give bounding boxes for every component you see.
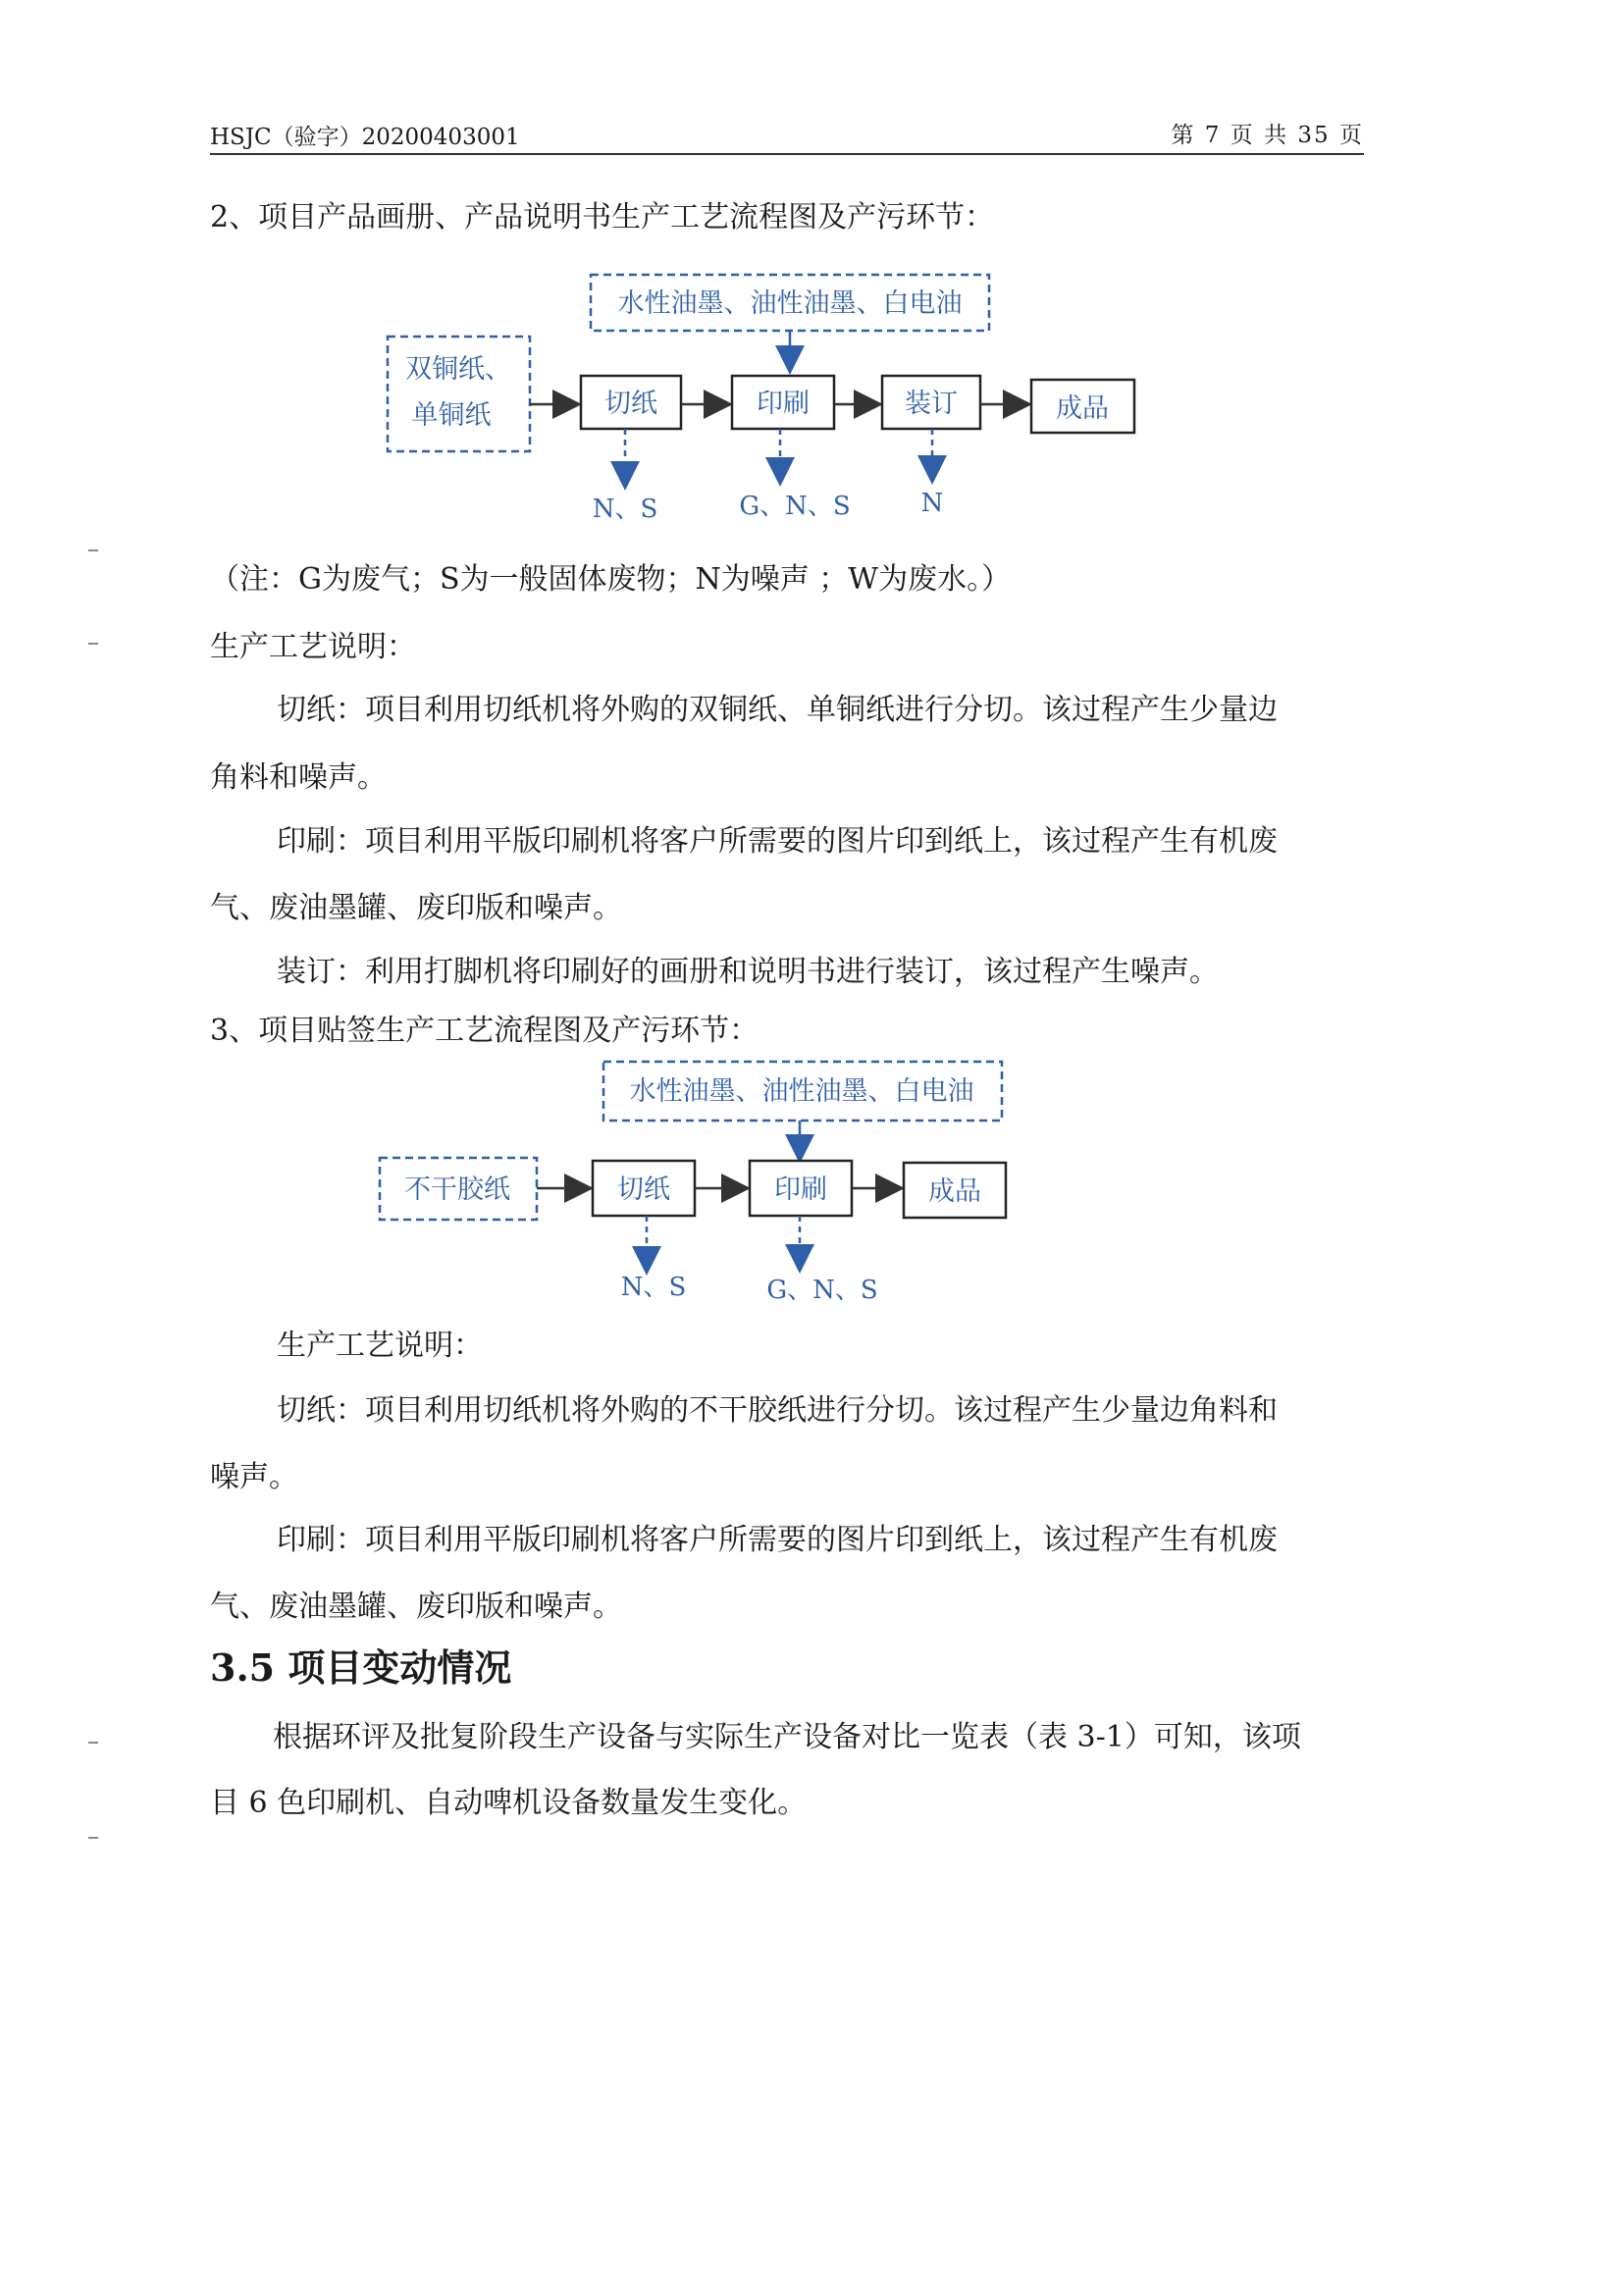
section3-title: 3、项目贴签生产工艺流程图及产污环节： — [210, 1014, 759, 1048]
section35-heading: 3.5 项目变动情况 — [210, 1645, 512, 1690]
product-box-2 — [904, 1163, 1006, 1218]
output-print-label: G、N、S — [739, 492, 851, 521]
step-bind-label: 装订 — [905, 389, 958, 419]
input-inks-label-2: 水性油墨、油性油墨、白电油 — [629, 1076, 974, 1107]
output-bind-label: N — [920, 489, 944, 518]
step-cut-label: 切纸 — [604, 389, 657, 419]
material-line1: 双铜纸、 — [405, 354, 511, 385]
legend-note: （注：G为废气；S为一般固体废物；N为噪声 ；W为废水。） — [210, 562, 1012, 597]
output-print-label-2: G、N、S — [766, 1276, 878, 1305]
step-print-box — [732, 376, 834, 429]
document-id: HSJC（验字）20200403001 — [210, 125, 520, 150]
section3-para-print-line1: 印刷：项目利用平版印刷机将客户所需要的图片印到纸上，该过程产生有机废 — [277, 1523, 1278, 1557]
section2-para-cut-line1: 切纸：项目利用切纸机将外购的双铜纸、单铜纸进行分切。该过程产生少量边 — [277, 693, 1278, 727]
material-line2: 单铜纸 — [411, 400, 492, 431]
section2-desc-title: 生产工艺说明： — [210, 630, 416, 664]
product-label: 成品 — [1056, 393, 1109, 424]
step-print-label: 印刷 — [757, 389, 810, 419]
product-label-2: 成品 — [928, 1176, 981, 1207]
section3-desc-title: 生产工艺说明： — [277, 1329, 483, 1363]
material-box — [388, 337, 530, 451]
section2-para-cut-line2: 角料和噪声。 — [210, 760, 387, 795]
output-cut-label: N、S — [592, 495, 658, 524]
step-cut-box — [581, 376, 681, 429]
scan-mark — [88, 643, 98, 645]
step-cut-label-2: 切纸 — [617, 1174, 670, 1205]
material-box-2 — [380, 1158, 537, 1220]
section3-para-cut-line1: 切纸：项目利用切纸机将外购的不干胶纸进行分切。该过程产生少量边角料和 — [277, 1393, 1278, 1428]
page-header — [210, 118, 1364, 155]
step-print-box-2 — [750, 1161, 852, 1216]
scan-mark — [88, 549, 98, 551]
section2-para-print-line2: 气、废油墨罐、废印版和噪声。 — [210, 891, 622, 925]
input-box-inks-2 — [603, 1062, 1002, 1121]
section3-para-print-line2: 气、废油墨罐、废印版和噪声。 — [210, 1590, 622, 1624]
product-box — [1031, 380, 1134, 433]
section35-para-line1: 根据环评及批复阶段生产设备与实际生产设备对比一览表（表 3-1）可知，该项 — [273, 1720, 1301, 1754]
flowchart-section3 — [0, 1055, 1623, 1320]
section2-para-print-line1: 印刷：项目利用平版印刷机将客户所需要的图片印到纸上，该过程产生有机废 — [277, 824, 1278, 859]
section35-para-line2: 目 6 色印刷机、自动啤机设备数量发生变化。 — [210, 1786, 808, 1820]
section2-title: 2、项目产品画册、产品说明书生产工艺流程图及产污环节： — [210, 200, 995, 235]
input-box-inks — [591, 275, 989, 331]
material-label-2: 不干胶纸 — [404, 1174, 510, 1205]
input-inks-label: 水性油墨、油性油墨、白电油 — [617, 288, 963, 319]
step-cut-box-2 — [593, 1161, 695, 1216]
section3-para-cut-line2: 噪声。 — [210, 1460, 298, 1494]
step-print-label-2: 印刷 — [774, 1174, 827, 1205]
page-number: 第 7 页 共 35 页 — [1171, 123, 1364, 148]
section2-para-bind-line1: 装订：利用打脚机将印刷好的画册和说明书进行装订，该过程产生噪声。 — [277, 955, 1219, 989]
step-bind-box — [882, 376, 980, 429]
output-cut-label-2: N、S — [620, 1273, 687, 1302]
flowchart-section2 — [0, 260, 1623, 594]
scan-mark — [88, 1837, 98, 1839]
scan-mark — [88, 1742, 98, 1744]
